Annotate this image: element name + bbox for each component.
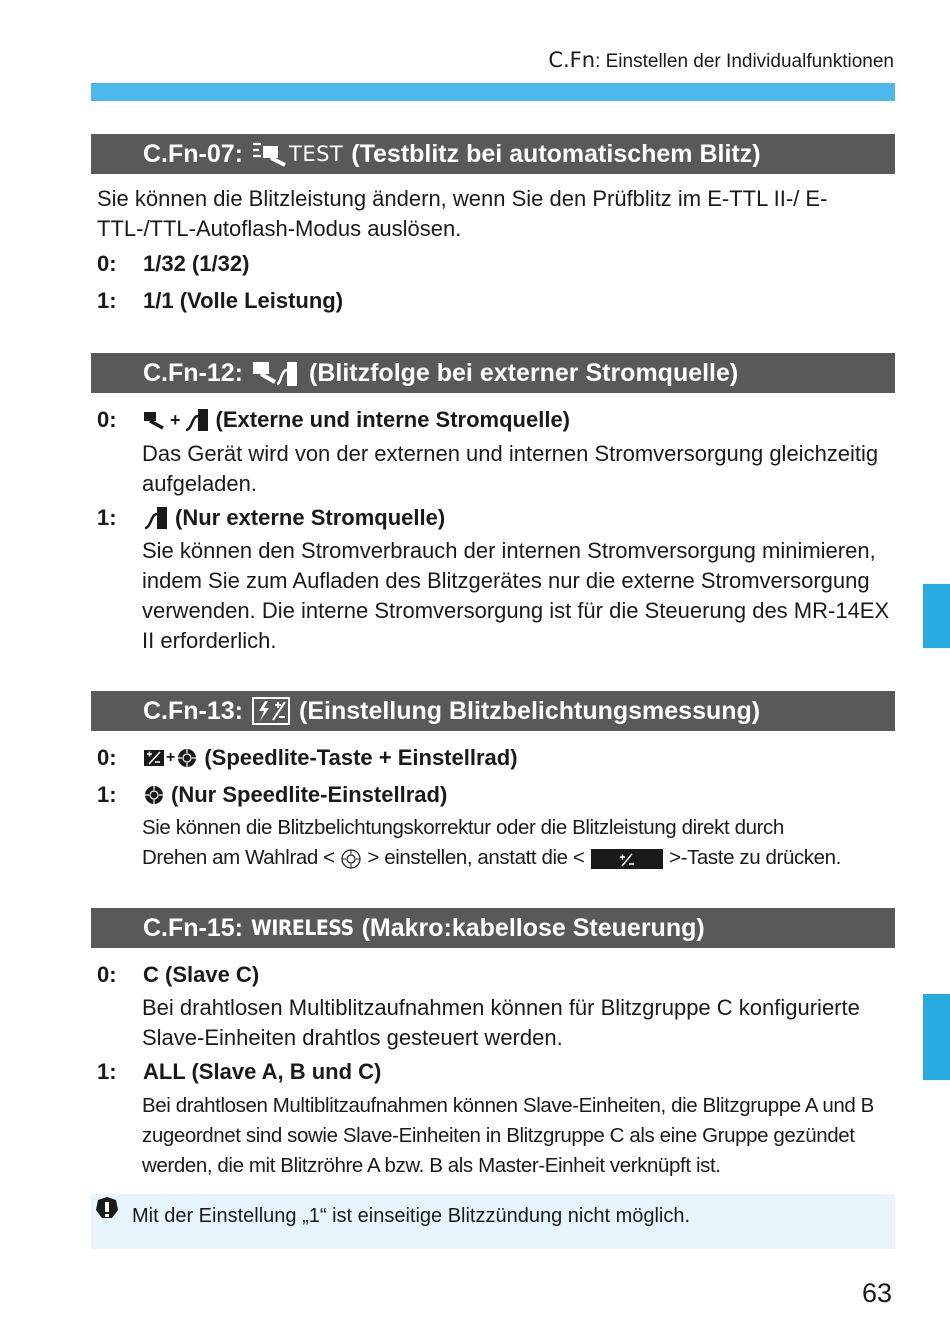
description-text: Drehen am Wahlrad <	[142, 846, 335, 869]
option-description: Sie können den Stromverbrauch der internen Stromversorgung minimieren, indem Sie zum Aufladen des Blitzgerätes nur die externe Stromversorgung verwenden. Die interne Stromversorgung ist für die Steuerung des MR-14EX II erforderlich.	[142, 538, 890, 653]
option-number: 0:	[97, 745, 117, 770]
option-number: 1:	[97, 782, 117, 807]
section-code: C.Fn-13:	[143, 697, 243, 725]
option-label: C (Slave C)	[143, 962, 260, 987]
description-text: >-Taste zu drücken.	[669, 846, 841, 869]
chapter-tab	[923, 584, 950, 648]
option-label: 1/32 (1/32)	[143, 251, 250, 276]
option-0	[97, 962, 259, 988]
caution-icon	[93, 1196, 121, 1226]
section-header-cfn12	[91, 353, 895, 393]
option-label: (Nur Speedlite-Einstellrad)	[171, 782, 448, 807]
option-label: ALL (Slave A, B und C)	[143, 1059, 382, 1084]
option-1	[97, 782, 447, 808]
caution-note-text: Mit der Einstellung „1“ ist einseitige Blitzzündung nicht möglich.	[132, 1205, 691, 1227]
option-1	[97, 1059, 381, 1085]
test-symbol: TEST	[289, 142, 344, 166]
section-code: C.Fn-12:	[143, 359, 243, 387]
dial-icon	[176, 747, 198, 769]
section-code: C.Fn-07:	[143, 140, 243, 168]
option-number: 1:	[97, 1059, 117, 1084]
option-number: 1:	[97, 288, 117, 313]
section-code: C.Fn-15:	[143, 914, 243, 942]
section-intro: Sie können die Blitzleistung ändern, wenn Sie den Prüfblitz im E-TTL II-/ E-TTL-/TTL-Autoflash-Modus auslösen.	[97, 186, 828, 241]
plus-sign: +	[166, 749, 176, 766]
section-title: (Testblitz bei automatischem Blitz)	[351, 140, 761, 168]
option-number: 0:	[97, 962, 117, 987]
option-1	[97, 505, 445, 531]
plus-sign: +	[170, 409, 181, 430]
flash-exposure-icon	[251, 696, 291, 726]
internal-power-icon	[143, 409, 167, 431]
wireless-symbol: WIRELESS	[251, 916, 354, 940]
option-number: 0:	[97, 251, 117, 276]
section-header-cfn15	[91, 908, 895, 948]
flash-exposure-button-icon	[143, 748, 165, 768]
section-title: (Einstellung Blitzbelichtungsmessung)	[299, 697, 761, 725]
section-title: (Makro:kabellose Steuerung)	[361, 914, 705, 942]
option-description	[142, 813, 892, 873]
header-title: : Einstellen der Individualfunktionen	[595, 51, 894, 72]
flash-test-icon	[251, 140, 289, 168]
flash-exposure-key-icon	[591, 849, 663, 869]
option-0	[97, 407, 570, 433]
description-line	[142, 843, 892, 873]
option-description: Bei drahtlosen Multiblitzaufnahmen können Slave-Einheiten, die Blitzgruppe A und B zugeordnet sind sowie Slave-Einheiten in Blitzgruppe C als eine Gruppe gezündet werden, die mit Blitzröhre A bzw. B als Master-Einheit verknüpft ist.	[142, 1094, 874, 1177]
cfn-label: C.Fn	[548, 48, 596, 72]
page-number: 63	[862, 1278, 893, 1308]
running-header	[548, 48, 894, 73]
section-title: (Blitzfolge bei externer Stromquelle)	[309, 359, 739, 387]
option-1	[97, 288, 343, 314]
option-label: 1/1 (Volle Leistung)	[143, 288, 344, 313]
option-label: (Speedlite-Taste + Einstellrad)	[204, 745, 518, 770]
description-text: > einstellen, anstatt die <	[367, 846, 585, 869]
external-power-icon	[143, 506, 169, 530]
option-label: (Nur externe Stromquelle)	[175, 505, 446, 530]
option-0	[97, 251, 249, 277]
dial-icon	[143, 784, 165, 806]
option-number: 0:	[97, 407, 117, 432]
section-header-cfn13	[91, 691, 895, 731]
chapter-tab-secondary	[923, 994, 950, 1080]
header-accent-bar	[91, 83, 895, 101]
option-label: (Externe und interne Stromquelle)	[215, 407, 571, 432]
description-line: Sie können die Blitzbelichtungskorrektur oder die Blitzleistung direkt durch	[142, 816, 784, 839]
section-header-cfn07	[91, 134, 895, 174]
external-power-icon	[184, 408, 210, 432]
option-number: 1:	[97, 505, 117, 530]
option-0	[97, 745, 518, 771]
external-power-icon	[251, 358, 301, 388]
option-description: Bei drahtlosen Multiblitzaufnahmen können für Blitzgruppe C konfigurierte Slave-Einheiten drahtlos gesteuert werden.	[142, 995, 860, 1050]
option-description: Das Gerät wird von der externen und internen Stromversorgung gleichzeitig aufgeladen.	[142, 441, 879, 496]
dial-outline-icon	[340, 848, 362, 870]
